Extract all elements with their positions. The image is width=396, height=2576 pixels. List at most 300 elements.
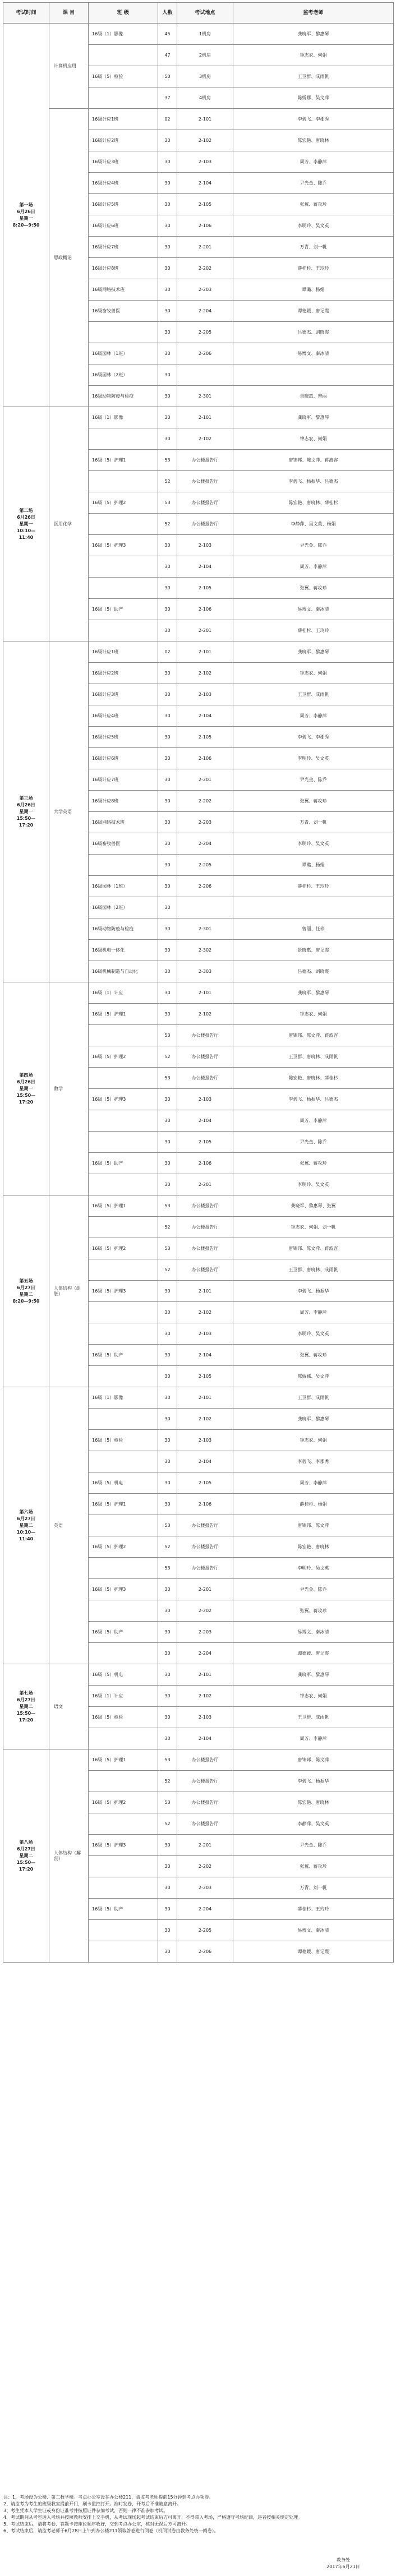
room-cell: 2-203: [177, 1622, 233, 1643]
count-cell: 30: [158, 1941, 177, 1963]
class-cell: [89, 1132, 158, 1153]
count-cell: 53: [158, 492, 177, 514]
session-time-line: 星期二: [19, 1853, 33, 1858]
invigilator-cell: 易博文、秦冰清: [233, 1920, 394, 1941]
invigilator-cell: 李碧飞、杨振华: [233, 1771, 394, 1792]
invigilator-cell: 王卫群、成雨帆: [233, 684, 394, 705]
schedule-body: [3, 24, 394, 1963]
count-cell: 30: [158, 918, 177, 940]
count-cell: 30: [158, 1451, 177, 1472]
invigilator-cell: 曾丽、任珍: [233, 918, 394, 940]
room-cell: 2-101: [177, 641, 233, 663]
session-time-line: 第八场: [19, 1839, 33, 1845]
invigilator-cell: 张翼、蒋攻珍: [233, 1153, 394, 1174]
class-cell: 16级（5）护理3: [89, 1579, 158, 1600]
invigilator-cell: 李碧飞、李郡秀: [233, 1451, 394, 1472]
class-cell: [89, 1856, 158, 1877]
count-cell: 45: [158, 24, 177, 45]
class-cell: 16级计应4班: [89, 173, 158, 194]
room-cell: 2-206: [177, 876, 233, 897]
session-time-cell: [3, 407, 49, 641]
count-cell: 53: [158, 1068, 177, 1089]
room-cell: 办公楼报告厅: [177, 514, 233, 535]
count-cell: 30: [158, 876, 177, 897]
count-cell: 30: [158, 1302, 177, 1323]
session-time-line: 6月27日: [17, 1846, 35, 1852]
class-cell: [89, 1771, 158, 1792]
class-cell: 16级（1）影像: [89, 1387, 158, 1409]
room-cell: 2-104: [177, 1345, 233, 1366]
class-cell: [89, 1877, 158, 1899]
room-cell: 办公楼报告厅: [177, 1771, 233, 1792]
invigilator-cell: 李明玲、吴文英: [233, 215, 394, 237]
class-cell: 16级（5）机电: [89, 1472, 158, 1494]
count-cell: 30: [158, 1664, 177, 1686]
room-cell: 2-106: [177, 1153, 233, 1174]
invigilator-cell: 尹光金、陈乔: [233, 535, 394, 556]
room-cell: 2-201: [177, 620, 233, 641]
room-cell: 2-103: [177, 1323, 233, 1345]
count-cell: 30: [158, 1089, 177, 1110]
count-cell: 52: [158, 514, 177, 535]
invigilator-cell: 李碧飞、李郡秀: [233, 727, 394, 748]
count-cell: 30: [158, 173, 177, 194]
count-cell: 30: [158, 1153, 177, 1174]
room-cell: 2-105: [177, 727, 233, 748]
count-cell: 30: [158, 1323, 177, 1345]
room-cell: 2-103: [177, 1430, 233, 1451]
count-cell: 30: [158, 1622, 177, 1643]
exam-schedule-table: [3, 2, 394, 1963]
class-cell: [89, 1174, 158, 1195]
session-time-line: 15:50—: [16, 1092, 36, 1098]
session-time-line: 6月26日: [17, 209, 35, 214]
session-time-line: 第二场: [19, 507, 33, 513]
room-cell: 2-106: [177, 748, 233, 769]
count-cell: 30: [158, 727, 177, 748]
room-cell: 2-106: [177, 215, 233, 237]
room-cell: 2-204: [177, 1899, 233, 1920]
session-time-line: 第四场: [19, 1072, 33, 1078]
class-cell: [89, 1558, 158, 1579]
count-cell: 30: [158, 1835, 177, 1856]
class-cell: 16级畜牧兽医: [89, 301, 158, 322]
class-cell: 16级（5）护理2: [89, 1238, 158, 1259]
class-cell: 16级（5）助产: [89, 1899, 158, 1920]
invigilator-cell: 龚晓军、黎惠琴: [233, 1664, 394, 1686]
count-cell: 30: [158, 812, 177, 833]
room-cell: 办公楼报告厅: [177, 450, 233, 471]
room-cell: 2-204: [177, 833, 233, 855]
note-line: 5、考试结束后，请将考卷、答题卡按座位顺序收好，交到考点办公室，核对无误后方可离开。: [3, 2522, 191, 2527]
invigilator-cell: 李明玲、吴文英: [233, 1558, 394, 1579]
class-cell: 16级计应8班: [89, 791, 158, 812]
session-time-cell: [3, 1664, 49, 1749]
invigilator-cell: 张翼、蒋攻珍: [233, 578, 394, 599]
class-cell: [89, 1643, 158, 1664]
room-cell: 2-105: [177, 1132, 233, 1153]
invigilator-cell: 王卫群、成雨帆: [233, 1707, 394, 1728]
count-cell: 30: [158, 279, 177, 301]
session-time-line: 8:20—9:50: [12, 1298, 40, 1304]
count-cell: 30: [158, 599, 177, 620]
invigilator-cell: 李碧飞、杨振华、吕德杰: [233, 1089, 394, 1110]
count-cell: 37: [158, 87, 177, 109]
count-cell: 30: [158, 407, 177, 428]
invigilator-cell: [233, 364, 394, 386]
room-cell: 2-104: [177, 556, 233, 578]
invigilator-cell: 钟志农、何娟: [233, 1686, 394, 1707]
count-cell: 52: [158, 1536, 177, 1558]
count-cell: 30: [158, 1409, 177, 1430]
count-cell: 47: [158, 45, 177, 66]
invigilator-cell: 尹光金、陈乔: [233, 1835, 394, 1856]
invigilator-cell: 薛桂杉、王玲玲: [233, 1899, 394, 1920]
session-time-line: 10:10—: [16, 528, 36, 533]
room-cell: 办公楼报告厅: [177, 1536, 233, 1558]
invigilator-cell: 尹光金、陈乔: [233, 1579, 394, 1600]
class-cell: 16级计应3班: [89, 684, 158, 705]
room-cell: 2-202: [177, 791, 233, 812]
table-row: [3, 1664, 394, 1686]
count-cell: 30: [158, 897, 177, 918]
session-time-cell: [3, 982, 49, 1195]
invigilator-cell: 钟志农、何娟: [233, 45, 394, 66]
count-cell: 30: [158, 1174, 177, 1195]
count-cell: 30: [158, 748, 177, 769]
invigilator-cell: 龚晓军、黎惠琴: [233, 641, 394, 663]
class-cell: 16级机械制造与自动化: [89, 961, 158, 982]
room-cell: 2-302: [177, 940, 233, 961]
class-cell: 16级（5）助产: [89, 1153, 158, 1174]
room-cell: 办公楼报告厅: [177, 1792, 233, 1813]
session-time-line: 星期一: [19, 215, 33, 221]
class-cell: 16级（5）检验: [89, 66, 158, 87]
count-cell: 52: [158, 1259, 177, 1281]
invigilator-cell: 唐锦邦、陈文萍、蒋波容: [233, 1025, 394, 1046]
count-cell: 53: [158, 1558, 177, 1579]
room-cell: 办公楼报告厅: [177, 1515, 233, 1536]
room-cell: 2-105: [177, 1472, 233, 1494]
room-cell: 2-201: [177, 237, 233, 258]
session-time-line: 第三场: [19, 795, 33, 801]
class-cell: [89, 1813, 158, 1835]
class-cell: 16级（5）护理2: [89, 1536, 158, 1558]
room-cell: 2-203: [177, 279, 233, 301]
room-cell: 2-106: [177, 599, 233, 620]
class-cell: [89, 1025, 158, 1046]
invigilator-cell: 陈宏艳、唐晓林: [233, 1792, 394, 1813]
class-cell: 16级（1）影像: [89, 24, 158, 45]
class-cell: 16级计应1班: [89, 109, 158, 130]
class-cell: 16级（5）机电: [89, 1664, 158, 1686]
class-cell: [89, 1302, 158, 1323]
invigilator-cell: 唐锦邦、陈文萍、蒋波容: [233, 450, 394, 471]
class-cell: 16级（5）护理1: [89, 1749, 158, 1771]
class-cell: 16级园林（2班）: [89, 364, 158, 386]
count-cell: 30: [158, 364, 177, 386]
invigilator-cell: 钟志农、何娟: [233, 1004, 394, 1025]
count-cell: 30: [158, 194, 177, 215]
count-cell: 52: [158, 471, 177, 492]
count-cell: 30: [158, 428, 177, 450]
room-cell: 2-101: [177, 1664, 233, 1686]
room-cell: 2-102: [177, 428, 233, 450]
count-cell: 30: [158, 1686, 177, 1707]
count-cell: 30: [158, 1920, 177, 1941]
session-time-cell: [3, 1749, 49, 1963]
invigilator-cell: 尹光金、陈乔: [233, 769, 394, 791]
count-cell: 30: [158, 1132, 177, 1153]
invigilator-cell: 唐锦邦、陈文萍: [233, 1749, 394, 1771]
session-time-line: 15:50—: [16, 815, 36, 821]
count-cell: 30: [158, 769, 177, 791]
class-cell: [89, 1941, 158, 1963]
room-cell: 办公楼报告厅: [177, 471, 233, 492]
invigilator-cell: 陈宏艳、唐晓林: [233, 130, 394, 151]
invigilator-cell: 易博文、秦冰清: [233, 343, 394, 364]
note-line: 3、考生凭本人学生证或身份证准考并按照证件参加考试，否则一律不准参加考试。: [3, 2508, 168, 2513]
session-time-line: 星期一: [19, 521, 33, 527]
class-cell: [89, 471, 158, 492]
room-cell: 2-103: [177, 684, 233, 705]
room-cell: 2-203: [177, 812, 233, 833]
room-cell: 2-201: [177, 769, 233, 791]
header-count: 人数: [158, 3, 177, 24]
class-cell: [89, 855, 158, 876]
invigilator-cell: 唐锦邦、陈文萍: [233, 1515, 394, 1536]
class-cell: 16级（5）护理1: [89, 1004, 158, 1025]
session-time-line: 11:40: [19, 534, 34, 540]
count-cell: 30: [158, 1281, 177, 1302]
room-cell: 2-202: [177, 1856, 233, 1877]
class-cell: 16级（5）护理1: [89, 1494, 158, 1515]
count-cell: 30: [158, 1899, 177, 1920]
room-cell: 2-103: [177, 151, 233, 173]
room-cell: 2-206: [177, 1941, 233, 1963]
header-time: 考试时间: [3, 3, 49, 24]
room-cell: 办公楼报告厅: [177, 1238, 233, 1259]
session-time-line: 星期一: [19, 809, 33, 814]
table-row: [3, 641, 394, 663]
invigilator-cell: 钟志农、何娟: [233, 1430, 394, 1451]
count-cell: 30: [158, 855, 177, 876]
session-time-line: 17:20: [19, 1717, 34, 1723]
room-cell: [177, 897, 233, 918]
invigilator-cell: 易博文、秦冰清: [233, 1622, 394, 1643]
count-cell: 53: [158, 1749, 177, 1771]
session-time-line: 11:40: [19, 1536, 34, 1541]
session-time-line: 第七场: [19, 1690, 33, 1696]
invigilator-cell: 陈娇娜、吴文萍: [233, 87, 394, 109]
class-cell: [89, 578, 158, 599]
session-time-line: 10:10—: [16, 1529, 36, 1535]
class-cell: [89, 428, 158, 450]
count-cell: 50: [158, 66, 177, 87]
room-cell: 2-201: [177, 1835, 233, 1856]
class-cell: [89, 1068, 158, 1089]
invigilator-cell: 尹光金、陈乔: [233, 1132, 394, 1153]
class-cell: [89, 1217, 158, 1238]
table-row: [3, 109, 394, 130]
room-cell: 2-101: [177, 982, 233, 1004]
invigilator-cell: 陈宏艳、唐晓林: [233, 1536, 394, 1558]
invigilator-cell: 谭德媛、唐记霞: [233, 1643, 394, 1664]
count-cell: 30: [158, 258, 177, 279]
count-cell: 30: [158, 1345, 177, 1366]
class-cell: [89, 1366, 158, 1387]
room-cell: 办公楼报告厅: [177, 492, 233, 514]
room-cell: 2-201: [177, 1579, 233, 1600]
room-cell: 2-102: [177, 1004, 233, 1025]
class-cell: 16级（5）护理1: [89, 450, 158, 471]
room-cell: 2-102: [177, 663, 233, 684]
class-cell: [89, 1600, 158, 1622]
count-cell: 52: [158, 1046, 177, 1068]
count-cell: 53: [158, 1238, 177, 1259]
class-cell: 16级园林（2班）: [89, 897, 158, 918]
room-cell: 2-104: [177, 705, 233, 727]
class-cell: [89, 620, 158, 641]
count-cell: 30: [158, 322, 177, 343]
class-cell: [89, 1323, 158, 1345]
count-cell: 30: [158, 1004, 177, 1025]
subject-cell: 英语: [49, 1387, 89, 1664]
session-time-line: 第五场: [19, 1278, 33, 1284]
class-cell: [89, 1451, 158, 1472]
session-time-cell: [3, 1387, 49, 1664]
session-time-line: 星期二: [19, 1291, 33, 1297]
invigilator-cell: 谭璐、杨娟: [233, 855, 394, 876]
room-cell: 2-106: [177, 1494, 233, 1515]
class-cell: [89, 1409, 158, 1430]
class-cell: 16级（5）护理2: [89, 1792, 158, 1813]
session-time-line: 17:20: [19, 1866, 34, 1872]
invigilator-cell: 张翼、蒋攻珍: [233, 1600, 394, 1622]
note-line: 注：1、考场设为公楼、第二教学楼。考点办公室设在办公楼211，请监考老师提前15分钟到考点办领卷。: [3, 2495, 214, 2500]
room-cell: 办公楼报告厅: [177, 1558, 233, 1579]
session-time-line: 6月26日: [17, 514, 35, 520]
count-cell: 30: [158, 130, 177, 151]
invigilator-cell: 周芳、李静萍: [233, 705, 394, 727]
invigilator-cell: 谭璐、杨娟: [233, 279, 394, 301]
room-cell: 2-203: [177, 1877, 233, 1899]
class-cell: 16级网络技术班: [89, 812, 158, 833]
count-cell: 30: [158, 151, 177, 173]
subject-cell: 语文: [49, 1664, 89, 1749]
subject-cell: 计算机应用: [49, 24, 89, 109]
subject-cell: 人体结构（组胚）: [49, 1195, 89, 1387]
invigilator-cell: 薛桂杉、王玲玲: [233, 620, 394, 641]
room-cell: 2-105: [177, 578, 233, 599]
class-cell: [89, 322, 158, 343]
table-header-row: [3, 3, 394, 24]
invigilator-cell: 张翼、蒋攻珍: [233, 1345, 394, 1366]
room-cell: 2-202: [177, 258, 233, 279]
session-time-line: 8:20—9:50: [12, 222, 40, 228]
room-cell: 办公楼报告厅: [177, 1217, 233, 1238]
class-cell: 16级网络技术班: [89, 279, 158, 301]
room-cell: 办公楼报告厅: [177, 1046, 233, 1068]
invigilator-cell: 谭德媛、唐记霞: [233, 1941, 394, 1963]
class-cell: 16级（5）护理3: [89, 1835, 158, 1856]
room-cell: 办公楼报告厅: [177, 1068, 233, 1089]
room-cell: 2-102: [177, 130, 233, 151]
count-cell: 30: [158, 940, 177, 961]
count-cell: 30: [158, 1387, 177, 1409]
count-cell: 53: [158, 1515, 177, 1536]
invigilator-cell: 龚晓军、黎惠琴、张翼: [233, 1195, 394, 1217]
session-time-cell: [3, 24, 49, 407]
invigilator-cell: 王卫群、成雨帆: [233, 66, 394, 87]
room-cell: 2-103: [177, 535, 233, 556]
invigilator-cell: 周芳、李静萍: [233, 1110, 394, 1132]
count-cell: 52: [158, 1217, 177, 1238]
table-row: [3, 407, 394, 428]
session-time-line: 15:50—: [16, 1859, 36, 1865]
class-cell: 16级（5）检验: [89, 1430, 158, 1451]
invigilator-cell: 薛桂杉、王玲玲: [233, 876, 394, 897]
class-cell: 16级计应8班: [89, 258, 158, 279]
invigilator-cell: 钟志农、何娟: [233, 663, 394, 684]
invigilator-cell: 陈宏艳、唐晓林、薛桂杉: [233, 1068, 394, 1089]
subject-cell: 数学: [49, 982, 89, 1195]
invigilator-cell: 李明玲、吴文英: [233, 1323, 394, 1345]
count-cell: 30: [158, 1579, 177, 1600]
session-time-line: 17:20: [19, 822, 34, 828]
session-time-line: 6月27日: [17, 1697, 35, 1702]
session-time-line: 星期二: [19, 1704, 33, 1709]
invigilator-cell: 王卫群、成雨帆: [233, 1387, 394, 1409]
class-cell: [89, 514, 158, 535]
invigilator-cell: 龚晓军、黎惠琴: [233, 24, 394, 45]
invigilator-cell: 钟志农、何娟: [233, 428, 394, 450]
subject-cell: 思政概论: [49, 109, 89, 407]
class-cell: 16级（5）护理3: [89, 535, 158, 556]
class-cell: [89, 45, 158, 66]
invigilator-cell: 周芳、李静萍: [233, 1728, 394, 1749]
class-cell: 16级计应2班: [89, 663, 158, 684]
invigilator-cell: 薛桂杉、杨娟: [233, 1494, 394, 1515]
room-cell: 2-104: [177, 1728, 233, 1749]
room-cell: 办公楼报告厅: [177, 1749, 233, 1771]
class-cell: 16级畜牧兽医: [89, 833, 158, 855]
notes-section: [3, 2494, 393, 2535]
room-cell: 2-205: [177, 1920, 233, 1941]
count-cell: 30: [158, 301, 177, 322]
room-cell: 1机房: [177, 24, 233, 45]
class-cell: 16级（5）护理2: [89, 492, 158, 514]
invigilator-cell: 李明玲、吴文英: [233, 748, 394, 769]
room-cell: 2-101: [177, 1387, 233, 1409]
invigilator-cell: 周芳、李静萍: [233, 151, 394, 173]
count-cell: 30: [158, 1110, 177, 1132]
room-cell: 2-104: [177, 1110, 233, 1132]
session-time-line: 6月26日: [17, 802, 35, 807]
session-time-line: 6月27日: [17, 1285, 35, 1290]
room-cell: 办公楼报告厅: [177, 1259, 233, 1281]
invigilator-cell: [233, 897, 394, 918]
count-cell: 52: [158, 1813, 177, 1835]
count-cell: 52: [158, 1771, 177, 1792]
invigilator-cell: 景晓惠、唐记霞: [233, 940, 394, 961]
invigilator-cell: 钟志农、何娟、刘一帆: [233, 1217, 394, 1238]
invigilator-cell: 张翼、蒋攻珍: [233, 194, 394, 215]
class-cell: 16级计应4班: [89, 705, 158, 727]
session-time-cell: [3, 641, 49, 982]
invigilator-cell: 李静萍、吴文英、杨娟: [233, 514, 394, 535]
count-cell: 30: [158, 386, 177, 407]
